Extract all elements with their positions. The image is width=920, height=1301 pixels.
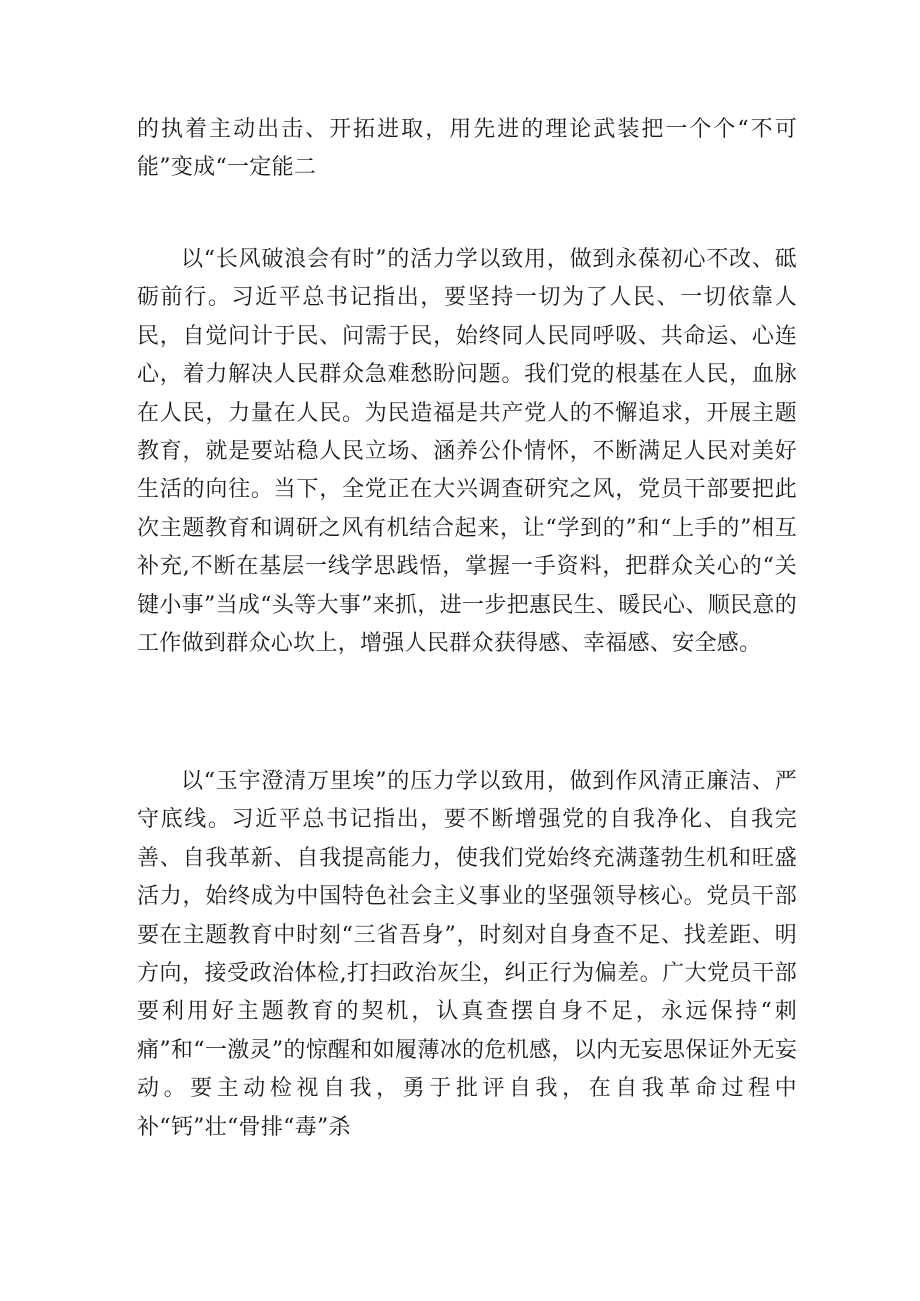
paragraph-continuation — [137, 111, 797, 188]
paragraph-text: 的执着主动出击、开拓进取，用先进的理论武装把一个个“不可能”变成“一定能二 — [137, 117, 797, 181]
paragraph-pressure — [137, 763, 797, 1147]
paragraph-vitality — [137, 241, 797, 663]
paragraph-text: 以“长风破浪会有时”的活力学以致用，做到永葆初心不改、砥砺前行。习近平总书记指出，要坚持一切为了人民、一切依靠人民，自觉问计于民、问需于民，始终同人民同呼吸、共命运、心连心，着力解决人民群众急难愁盼问题。我们党的根基在人民，血脉在人民，力量在人民。为民造福是共产党人的不懈追求，开展主题教育，就是要站稳人民立场、涵养公仆情怀，不断满足人民对美好生活的向往。当下，全党正在大兴调查研究之风，党员干部要把此次主题教育和调研之风有机结合起来，让“学到的”和“上手的”相互补充,不断在基层一线学思践悟，掌握一手资料，把群众关心的“关键小事”当成“头等大事”来抓，进一步把惠民生、暖民心、顺民意的工作做到群众心坎上，增强人民群众获得感、幸福感、安全感。 — [137, 247, 797, 657]
paragraph-text: 以“玉宇澄清万里埃”的压力学以致用，做到作风清正廉洁、严守底线。习近平总书记指出，要不断增强党的自我净化、自我完善、自我革新、自我提高能力，使我们党始终充满蓬勃生机和旺盛活力，始终成为中国特色社会主义事业的坚强领导核心。党员干部要在主题教育中时刻“三省吾身”，时刻对自身查不足、找差距、明方向，接受政治体检,打扫政治灰尘，纠正行为偏差。广大党员干部要利用好主题教育的契机，认真查摆自身不足，永远保持“刺痛”和“一激灵”的惊醒和如履薄冰的危机感，以内无妄思保证外无妄动。要主动检视自我，勇于批评自我，在自我革命过程中补“钙”壮“骨排“毒”杀 — [137, 769, 797, 1140]
